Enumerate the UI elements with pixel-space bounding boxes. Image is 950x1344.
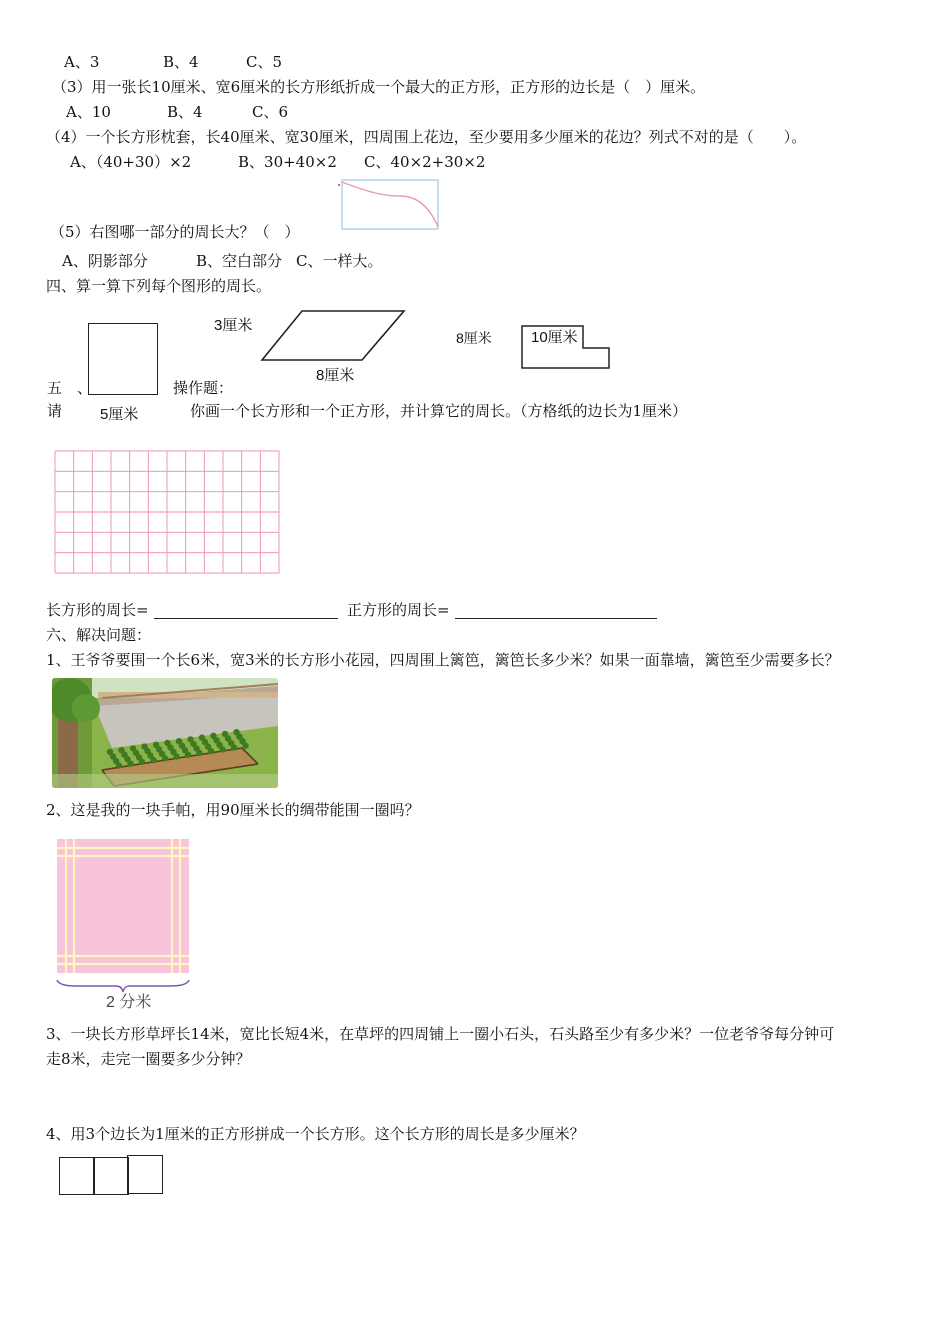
q5-text: （5）右图哪一部分的周长大？（ ）	[50, 223, 300, 241]
parallelogram-shape	[258, 308, 408, 364]
unit-square-1	[59, 1157, 95, 1195]
section5-instruction: 你画一个长方形和一个正方形，并计算它的周长。（方格纸的边长为1厘米）	[190, 402, 688, 420]
shape3-top-label: 10厘米	[531, 329, 578, 346]
problem1-text: 1、王爷爷要围一个长6米，宽3米的长方形小花园，四周围上篱笆，篱笆长多少米？如果一面靠墙，篱笆至少需要多长？	[46, 651, 840, 669]
q5-figure	[338, 178, 442, 232]
square-grid-paper[interactable]	[54, 450, 280, 574]
problem3-text-line2: 走8米，走完一圈要多少分钟？	[46, 1050, 251, 1068]
q3-option-b: B、4	[167, 103, 203, 121]
q3-option-a: A、10	[66, 103, 111, 121]
q2-option-c: C、5	[246, 53, 283, 71]
square-perimeter-answer-line[interactable]	[455, 600, 657, 619]
section5-line2-left: 请	[47, 402, 63, 420]
q4-option-a: A、（40+30）×2	[70, 153, 192, 171]
square-side-label: 5厘米	[100, 406, 139, 423]
q2-option-a: A、3	[64, 53, 100, 71]
handkerchief-size-label: 2 分米	[106, 994, 152, 1011]
shape3-side-label: 8厘米	[456, 330, 492, 346]
q2-option-b: B、4	[163, 53, 199, 71]
problem3-text-line1: 3、一块长方形草坪长14米，宽比长短4米，在草坪的四周铺上一圈小石头，石头路至少有多少米？一位老爷爷每分钟可	[46, 1025, 835, 1043]
q5-option-b: B、空白部分	[196, 252, 283, 270]
q5-option-c: C、一样大。	[296, 252, 383, 270]
problem4-text: 4、用3个边长为1厘米的正方形拼成一个长方形。这个长方形的周长是多少厘米？	[46, 1125, 585, 1143]
section4-title: 四、算一算下列每个图形的周长。	[46, 277, 272, 295]
section6-title: 六、解决问题：	[46, 626, 152, 644]
q4-option-b: B、30+40×2	[238, 153, 337, 171]
q3-option-c: C、6	[252, 103, 289, 121]
section5-title-right: 操作题：	[173, 379, 234, 397]
q4-text: （4）一个长方形枕套，长40厘米、宽30厘米，四周围上花边，至少要用多少厘米的花边？列式不对的是（ ）。	[46, 128, 807, 146]
garden-fence-illustration	[52, 678, 278, 788]
q3-text: （3）用一张长10厘米、宽6厘米的长方形纸折成一个最大的正方形，正方形的边长是（ ）厘米。	[52, 78, 706, 96]
q5-option-a: A、阴影部分	[62, 252, 148, 270]
unit-square-3	[127, 1155, 163, 1194]
square-perimeter-label: 正方形的周长=	[347, 601, 450, 619]
unit-square-2	[93, 1157, 129, 1195]
rect-perimeter-label: 长方形的周长=	[46, 601, 149, 619]
section5-title-left: 五 、	[47, 379, 93, 397]
parallelogram-base-label: 8厘米	[316, 367, 355, 384]
q4-option-c: C、40×2+30×2	[364, 153, 486, 171]
parallelogram-side-label: 3厘米	[214, 317, 253, 334]
rect-perimeter-answer-line[interactable]	[154, 600, 338, 619]
problem2-text: 2、这是我的一块手帕，用90厘米长的绸带能围一圈吗？	[46, 801, 420, 819]
handkerchief-illustration	[56, 838, 192, 1014]
square-shape	[88, 323, 158, 395]
